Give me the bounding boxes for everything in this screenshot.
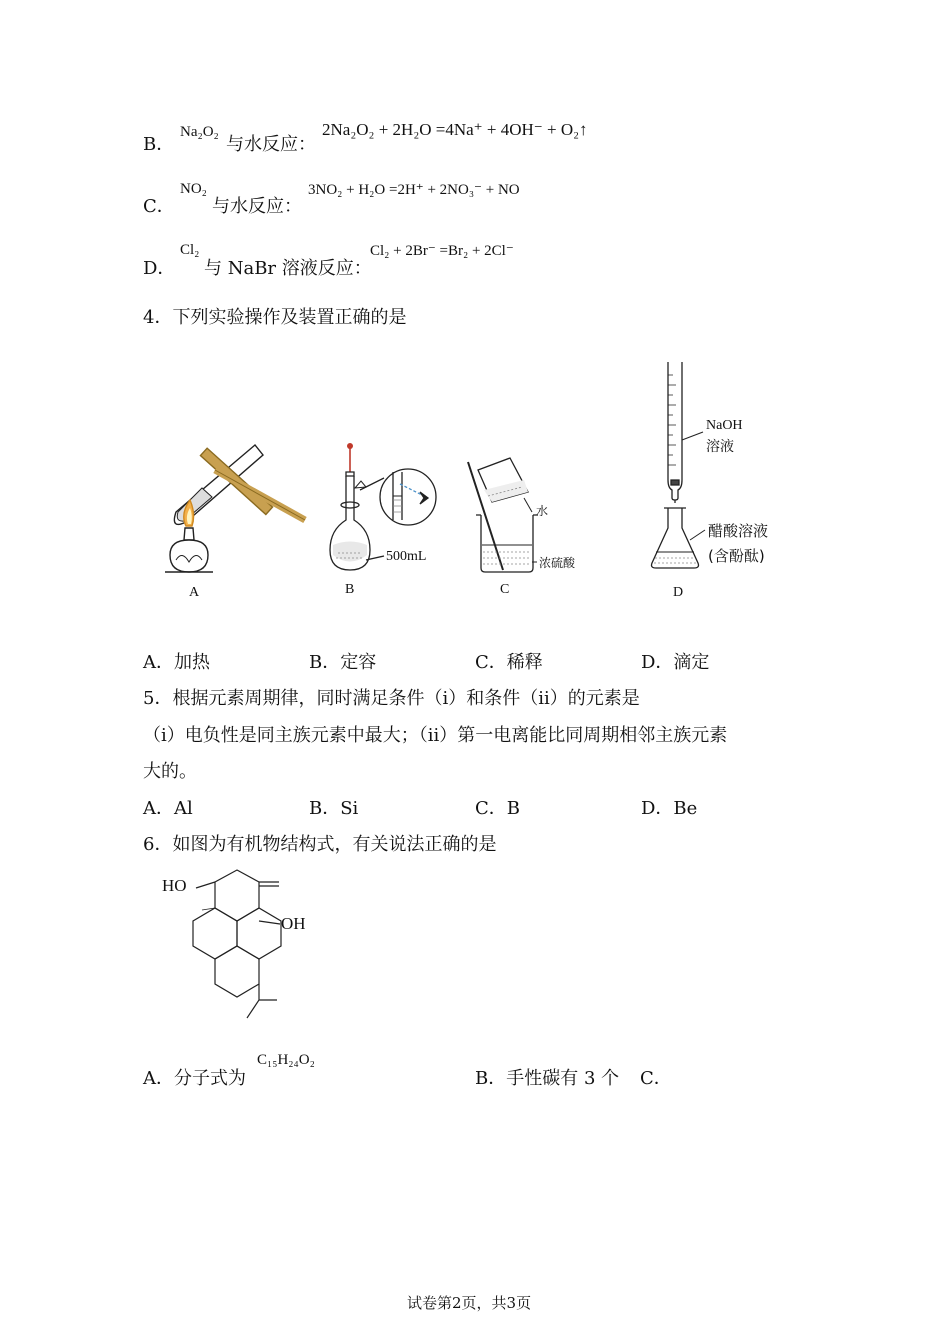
label-500ml: 500mL (386, 549, 427, 564)
option-b-equation: 2Na₂O₂ + 2H₂O =4Na⁺ + 4OH⁻ + O₂↑ (322, 120, 588, 139)
q5-line-1: 5．根据元素周期律，同时满足条件（ⅰ）和条件（ⅱ）的元素是 (143, 688, 640, 709)
q4-stem: 4．下列实验操作及装置正确的是 (143, 307, 407, 328)
option-d-letter: D． (143, 258, 176, 279)
q5-option-a: A．Al (143, 798, 193, 819)
q6-option-b: B．手性碳有 3 个 (475, 1068, 620, 1089)
option-c-formula: NO₂ (180, 181, 207, 197)
label-conc-acid: 浓硫酸 (539, 556, 576, 570)
label-acetic-acid: 醋酸溶液 (708, 522, 769, 540)
molecule-ho-label: HO (162, 876, 187, 895)
option-c-equation: 3NO₂ + H₂O =2H⁺ + 2NO₃⁻ + NO (308, 182, 520, 198)
label-naoh-solution: 溶液 (706, 439, 734, 455)
option-c-letter: C． (143, 196, 175, 217)
q4-option-d: D．滴定 (641, 652, 710, 673)
q4-apparatus-figure (0, 0, 950, 640)
q5-option-b: B．Si (309, 798, 359, 819)
q6-stem: 6．如图为有机物结构式，有关说法正确的是 (143, 834, 497, 855)
q6-option-c: C． (640, 1068, 672, 1089)
apparatus-c (468, 458, 538, 572)
option-d-text: 与 NaBr 溶液反应： (204, 258, 372, 279)
q6-option-a-formula: C₁₅H₂₄O₂ (257, 1052, 315, 1068)
label-naoh: NaOH (706, 418, 743, 433)
q5-option-d: D．Be (641, 798, 698, 819)
apparatus-a (165, 445, 305, 572)
apparatus-label-a: A (189, 585, 200, 600)
apparatus-label-d: D (673, 585, 684, 600)
option-c-text: 与水反应： (212, 196, 302, 217)
option-b-text: 与水反应： (226, 134, 316, 155)
label-water: 水 (536, 504, 549, 518)
q5-option-c: C．B (475, 798, 520, 819)
molecule-oh-label: OH (281, 914, 306, 933)
q5-line-2: （ⅰ）电负性是同主族元素中最大；（ⅱ）第一电离能比同周期相邻主族元素 (143, 725, 728, 746)
q4-option-a: A．加热 (143, 652, 210, 673)
apparatus-d (652, 362, 706, 568)
label-phenolphthalein: (含酚酞) (708, 547, 765, 565)
organic-molecule (193, 870, 281, 1018)
option-b-letter: B． (143, 134, 175, 155)
option-d-formula: Cl₂ (180, 242, 200, 258)
q4-option-c: C．稀释 (475, 652, 543, 673)
option-b-formula: Na₂O₂ (180, 124, 219, 140)
apparatus-label-c: C (500, 582, 510, 597)
apparatus-label-b: B (345, 582, 355, 597)
page-footer: 试卷第2页，共3页 (407, 1294, 532, 1312)
option-d-equation: Cl₂ + 2Br⁻ =Br₂ + 2Cl⁻ (370, 243, 514, 259)
q5-line-3: 大的。 (143, 761, 197, 782)
q4-option-b: B．定容 (309, 652, 377, 673)
q6-option-a-text: A．分子式为 (143, 1068, 246, 1089)
